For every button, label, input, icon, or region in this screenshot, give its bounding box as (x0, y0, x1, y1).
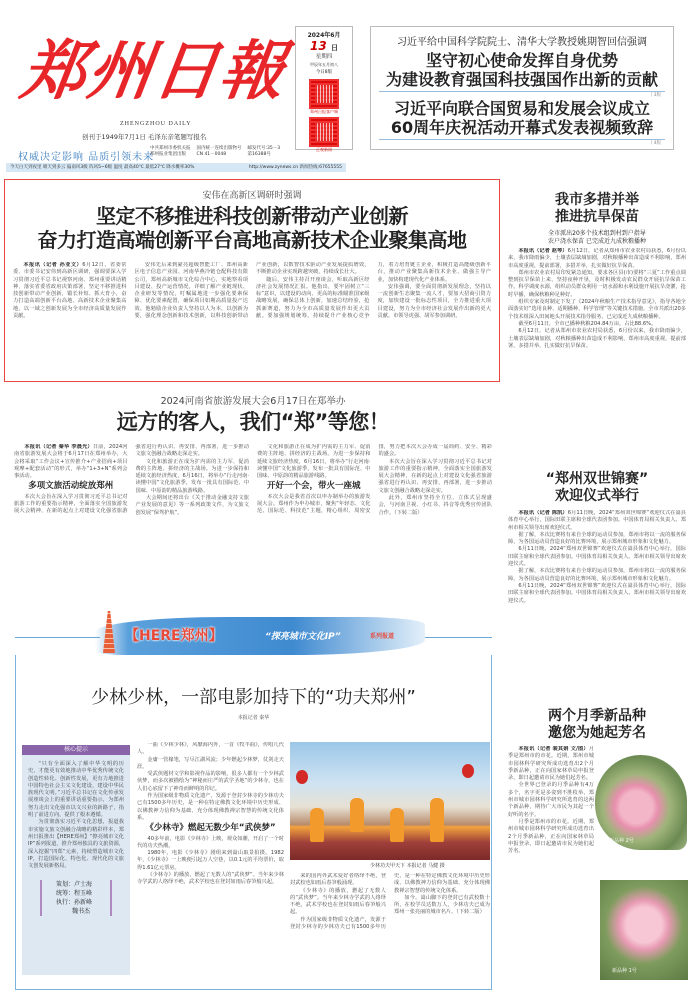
divider (425, 637, 492, 638)
qr-code-icon[interactable] (309, 79, 339, 109)
tourism-subhead: 开好一个会，带火一座城 (266, 481, 361, 492)
weekday: 星期四 (315, 54, 333, 60)
website-hotline: http://www.zynews.cn 新闻热线:67655555 (248, 165, 342, 170)
top-headline-2[interactable]: 60周年庆祝活动开幕式发表视频致辞 (390, 118, 654, 137)
top-headline-2[interactable]: 习近平向联合国贸易和发展会议成立 (393, 99, 650, 118)
lead-headline[interactable]: 奋力打造高端创新平台高地高新技术企业聚集高地 (37, 228, 467, 252)
divider (15, 637, 100, 638)
feature-subhead: 《少林寺》燃起无数少年“武侠梦” (145, 823, 276, 834)
top-news-kicker: 习近平给中国科学院院士、清华大学教授姚期智回信强调 (397, 37, 647, 48)
page-ref: 丨4版 (379, 139, 665, 146)
qr-code-icon[interactable] (309, 117, 339, 147)
feature-byline: 本报记者 秦华 (237, 715, 270, 721)
drought-headline[interactable]: 我市多措并举 (555, 192, 639, 208)
qr-label: 郑州日报客户端 (310, 109, 338, 114)
page-ref: 丨3版 (379, 91, 665, 98)
drought-headline[interactable]: 推进抗旱保苗 (555, 209, 639, 225)
worlds-headline[interactable]: “郑州双世锦赛” (545, 471, 649, 487)
page-count: 今日8版 (315, 70, 333, 75)
top-headline[interactable]: 为建设教育强国科技强国作出新的贡献 (385, 70, 658, 89)
core-tips-sidebar: 核心提示 “只有全面深入了解中华文明的历史，才能更有效地推动中华优秀传统文化创造性转化、创新性发展，更有力地推进中国特色社会主义文化建设，建设中华民族现代文明。”习近平总书记在文化传承发展座谈会上的重要讲话重要指示，为郑州努力走出文化强市以文兴业的新路子，指明了前进方向，提供了根本遵循。 为贯彻落实习近平文化思想，报道我市实施文旅文创融合战略的精彩样本，郑州日报推出【HERE郑州】“擦亮城市文化IP”系列报道，推介郑州独具的文旅资源，深入挖掘“四郑”元素，持续塑造城市文化IP，打造国际化、特色化、现代化的文旅文创发展新格局。 策划：卢士海 统筹：程玉峰 执行：孙新峰 魏书杰 (22, 745, 130, 975)
series-banner: 【HERE郑州】 “探亮城市文化IP” 系列报道 (95, 617, 425, 655)
feature-body-2: 来的国内外武术爱好者络绎不绝，登封武校也如雨后春笋般涌现。 《少林寺》的播放，燃起了无数人的“武侠梦”。当年来少林寺学武的人络绎不绝，武术学校也在登封如雨后春笋般兴起。 作为国家级非物质文化遗产，发源于登封少林寺的少林功夫已有1500多年历史，是一种在特定佛教文化环境中历史形成、以佛教神力信仰为基础、充分体现佛教禅宗智慧的传统文化体系。 如今，嵩山脚下的登封已有武校数十所，在校学员达数万人，少林功夫已成为郑州一张亮丽的城市名片。（下转二版） (290, 873, 490, 931)
worlds-headline[interactable]: 欢迎仪式举行 (555, 488, 639, 504)
rose-headline[interactable]: 邀您为她起芳名 (548, 725, 646, 741)
photo-caption: 少林功夫甲天下 本报记者 马健 摄 (370, 863, 445, 869)
tourism-story (6, 393, 500, 614)
rose-body: 本报讯（记者 裴其娟 文/图）月季是郑州市的市花。近期，郑州市城市园林科学研究所成功选育出2个月季新品种，正在向国家林草局申报登录，即日起邀请市民为她们起芳名。 全世界已登录的月季品种有4万多个，名字更是多姿到不胜枚举，郑州市城市园林科学研究所选育的这两个新品种，期待广大市民为其起一个好听的名字。 月季是郑州市的市花。近期，郑州市城市园林科学研究所成功选育出2个月季新品种，正在向国家林草局申报登录，即日起邀请市民为她们起芳名。 (508, 746, 594, 855)
day: 13 日 (310, 39, 338, 53)
qr-label: 正观新闻 (316, 147, 332, 152)
rose-photo: 新品种 1号 (600, 880, 688, 980)
drought-subhead: 农户浇水保苗 已完成近九成秋粮播种 (548, 238, 646, 245)
feature-headline[interactable]: 少林少林，一部电影加持下的“功夫郑州” (91, 687, 416, 708)
founding-line: 创刊于1949年7月1日 毛泽东亲笔题写报名 (82, 133, 207, 141)
right-column (508, 180, 686, 971)
slogan: 权威决定影响 品质引领未来 (18, 152, 155, 163)
weather-text: 今天白天到夜里 晴天到多云 偏南风3级 阵风5~6级 温度 最高40℃ 最低27℃ 降水概率30% (10, 165, 195, 170)
lead-headline[interactable]: 坚定不移推进科技创新带动产业创新 (96, 204, 408, 228)
tourism-subhead: 多项文旅活动绽放郑州 (28, 481, 114, 492)
newspaper-logo: 郑州日報 (16, 34, 292, 109)
tourism-body: 本报讯（记者 秦华 李晨光）日前，2024河南省旅游发展大会将于6月17日在郑州举办，大会将采取“工作会议+宣传推介+产业招商+项目观摩+配套活动”的形式，举办“1+3+N”系列会事活动。 多项文旅活动绽放郑州 本次大会旨在深入学习贯彻习近平总书记对旅游工作的重要指示精神，全面落实全国旅游发展大会精神，在新的起点上对建设文化强省旅游强省进行再认识、再安排、再部署，进一步推动文旅文创融合战略走深走实。 文化和旅游正在成为扩内需的主力军、促消费的主阵地、拼经济的主战场。为进一步保持和延续文旅经济热度，6月16日，将举办“行走河南·读懂中国”文化旅游季，发布一批具有国际范、中国味、中原韵的精品旅游线路。 大会期间还将出台《关于推动金融支持文旅产业发展的意见》等一系列政策文件，为文旅文创发展“保驾护航”。 文化和旅游正在成为扩内需的主力军、促消费的主阵地、拼经济的主战场。为进一步保持和延续文旅经济热度，6月16日，将举办“行走河南·读懂中国”文化旅游季，发布一批具有国际范、中国味、中原韵的精品旅游线路。 开好一个会，带火一座城 本次大会是我省首次以申办制举办的旅游发展大会。郑州作为申办城市，聚焦“年轻态、文化范、国际范、科技范”主题，精心组织、周密安排，努力把本次大会办成一届简约、安全、精彩的盛会。 本次大会旨在深入学习贯彻习近平总书记对旅游工作的重要指示精神，全面落实全国旅游发展大会精神，在新的起点上对建设文化强省旅游强省进行再认识、再安排、再部署，进一步推动文旅文创融合战略走深走实。 此外，郑州市坚持全方位、立体式呈现盛会，与河南卫视、小红书、抖音等优秀官传团队合作。（下转二版） (14, 444, 492, 516)
publication-info: 中共郑州市委机关报 郑州报业集团出版 国内统一连续出版物号 CN 41－0048 邮发代号:35－3 第16388号 (150, 146, 281, 157)
top-headline[interactable]: 坚守初心使命发挥自身优势 (425, 51, 618, 70)
date-box (295, 26, 353, 150)
english-name: ZHENGZHOU DAILY (120, 121, 192, 127)
rose-photo: 新品种 2号 (595, 755, 687, 850)
worlds-body: 本报讯（记者 陈凯）6月11日晚，2024“郑州双世锦赛”欢迎仪式在嵩县体育中心举行，国际田联主席和全球代表团参加。中国体育局相关负责人、郑州市相关领导出席欢迎仪式。 据了解，本次比赛将有来自全球的运动员参加，郑州市将以一流的服务保障，为各国运动员营造良好的比赛环境，展示郑州城市形象和文化魅力。 6月11日晚，2024“郑州双世锦赛”欢迎仪式在嵩县体育中心举行，国际田联主席和全球代表团参加。中国体育局相关负责人、郑州市相关领导出席欢迎仪式。 据了解，本次比赛将有来自全球的运动员参加，郑州市将以一流的服务保障，为各国运动员营造良好的比赛环境，展示郑州城市形象和文化魅力。 6月11日晚，2024“郑州双世锦赛”欢迎仪式在嵩县体育中心举行，国际田联主席和全球代表团参加。中国体育局相关负责人、郑州市相关领导出席欢迎仪式。 (508, 510, 686, 604)
rose-headline[interactable]: 两个月季新品种 (548, 708, 646, 724)
lunar-date: 甲辰年五月初八 (310, 62, 338, 67)
tourism-headline[interactable]: 远方的客人，我们“郑”等您！ (116, 410, 390, 434)
lead-story (4, 179, 500, 382)
feature-body: 一曲《少林少林》，风靡海内外，一首《牧羊曲》，传唱几代人。 金庸一管椽笔，写尽江湖风流；少年燃起少林梦，仗剑走天涯。 受武侠题材文学和影视作品的影响，很多人都有一个少林武侠梦，而多次被描绘为“神秘而庄严的武学圣地”的少林寺，也在人们心底留下了神奇而鲜明的印记。 作为国家级非物质文化遗产，发源于登封少林寺的少林功夫已有1500多年历史，是一种在特定佛教文化环境中历史形成、以佛教神力信仰为基础、充分体现佛教禅宗智慧的传统文化体系。 《少林寺》燃起无数少年“武侠梦” 40多年前，电影《少林寺》上映，观众如潮，开启了一个时代的功夫热潮。 1980年，电影《少林寺》剧组来到嵩山取景拍摄。1982年，《少林寺》一上映便引起万人空巷，以0.1元的平均票价，取得1.61亿元票房。 《少林寺》的播放，燃起了无数人的“武侠梦”。当年来少林寺学武的人络绎不绝，武术学校也在登封如雨后春笋般兴起。 (137, 742, 284, 886)
credits: 策划：卢士海 统筹：程玉峰 执行：孙新峰 魏书杰 (40, 880, 112, 916)
year-month: 2024年6月 (307, 32, 341, 39)
shaolin-photo (290, 742, 490, 860)
top-news-box (370, 26, 674, 150)
lead-body: 本报讯（记者 孙亚文）6月12日，省委常委、市委书记安伟到高新区调研，强调要深入学习贯彻习近平总书记视察河南、郑州重要讲话精神，落实省委省政府决策部署，坚定不移推进科技创新带动产业创新，锻长补短、抓大育小，奋力打造高端创新平台高地、高新技术企业聚集高地，以一域之创新发展为全市经济高质量发展作贡献。 安伟先后来到豪亮超级智能工厂、郑州高新区电子信息产业园、河南华燕冷链仓配科技有限公司，郑州高新城市文化综合中心，实地察看项目建设、投产运营情况，详细了解产业链现状、企业研发等情况，叮嘱属地进一步强化要素保障、优化要素配置，确保项目如期高质量投产达效。他勉励企业负责人坚持以人为本，以创新为要，强化理念创新和技术创新，以科技创新带动产业创新，以数智技术驱动产业发展提质增效，不断推动企业实现跨越突破，持续成长壮大。 随后，安伟主持召开座谈会，听取高新区经济社会发展情况汇报。他指出，要牢固树立“三标”意识，以建设的动向、更高的标准瞄准国家级战略发展，确保总体上创新，加速总结经验，抢抓新赛道，努力为全市高质量发展作出更大贡献。要加强规划统筹，持续提升产业核心竞争力，着力培育链主企业，积极打造高能级创新平台，推动产业聚集高新技术企业，做强主导产业，加快构建现代化产业体系。 安伟强调，要全面贯彻新发展理念，坚持以一流创新生态聚集一流人才，要加大招商引资力度，加快建设一批标志性项目，全力推进重大项目建设，努力为全市经济社会发展作出新的更大贡献。市领导虎强、胡军参加调研。 (13, 262, 491, 320)
drought-subhead: 全市派出20多个技术组到村到户指导 (548, 230, 646, 237)
sidebar-title: 核心提示 (22, 745, 130, 755)
drought-body: 本报讯（记者 赵琴）6月12日，记者从郑州市农业农村局获悉，6月份以来，我市降雨偏少，土壤表层缺墒加剧，对秋粮播种出苗造成不利影响，郑州市高度重视，提前部署，多措并举，扎实做好抗旱保苗。 郑州市农业农村局印发紧急通知，要求各区县(市)要将“三夏”工作重点调整到抗旱保苗上来，坚持夜种开垦，及时积极发动农民群众开展抗旱保苗工作。科学调度水源，组织动员群众利用一切水源和水利设施开展抗旱浇灌，抢时早播，确保秋粮种足种好。 组织专家及时制定下发了《2024年秋粮生产技术指导意见》，指导各地全面落实好“选用良种、适期播种、科学管理”等关键技术措施，全市共派出20多个技术组深入田间地头开展技术指导服务，已完成近九成秋粮播种。 截至6月11日，全市已播种秋粮204.84万亩，占比88.6%。 6月12日，记者从郑州市农业农村局获悉，6月份以来，我市降雨偏少，土壤表层缺墒加剧，对秋粮播种出苗造成不利影响，郑州市高度重视，提前部署，多措并举，扎实做好抗旱保苗。 (508, 248, 686, 349)
pagoda-icon (103, 611, 115, 653)
lead-kicker: 安伟在高新区调研时强调 (202, 191, 302, 201)
tourism-kicker: 2024河南省旅游发展大会6月17日在郑举办 (160, 396, 346, 407)
weather-bar (6, 163, 346, 172)
